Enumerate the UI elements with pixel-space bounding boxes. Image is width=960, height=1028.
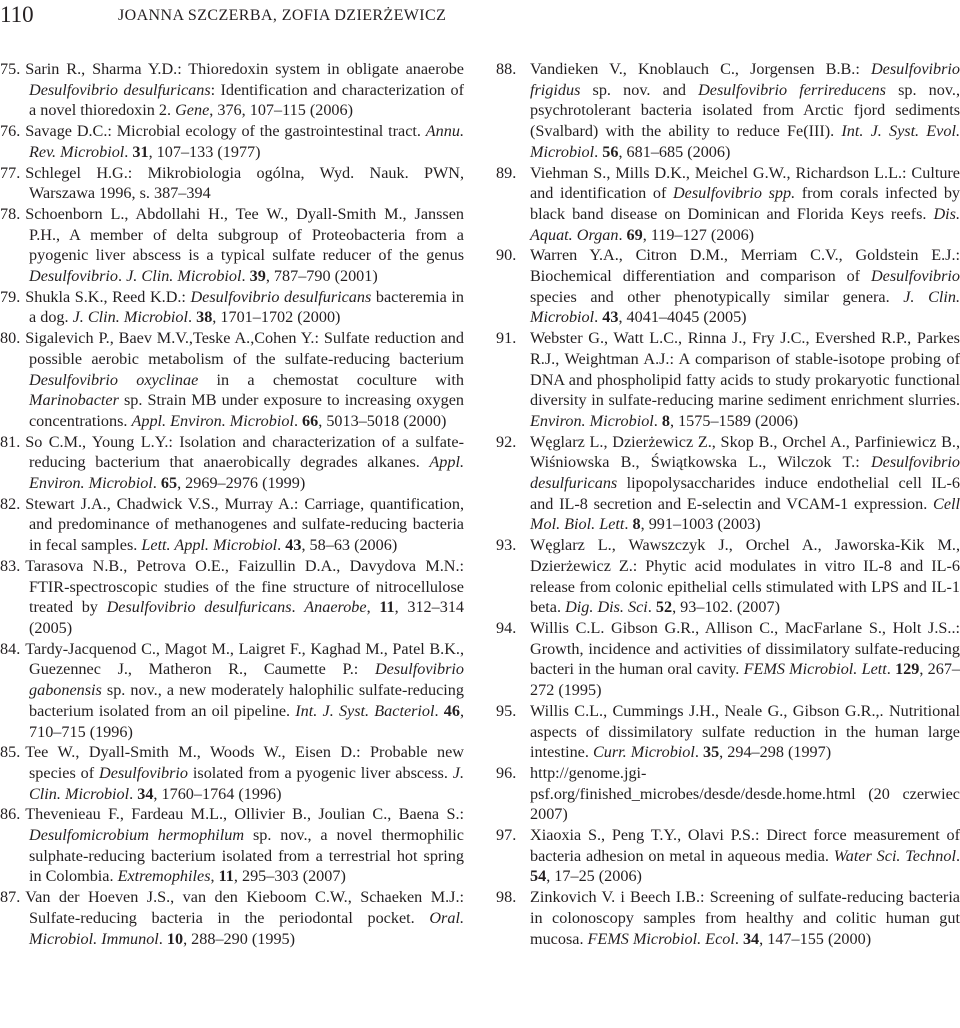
reference-segment: Shukla S.K., Reed K.D.: bbox=[25, 287, 191, 306]
reference-volume: 31 bbox=[132, 142, 149, 161]
reference-segment: , 710–715 (1996) bbox=[29, 701, 465, 741]
reference-segment: . bbox=[653, 411, 662, 430]
reference-text bbox=[530, 328, 960, 432]
reference-number: 89. bbox=[496, 163, 517, 182]
reference-italic-text: J. Clin. Microbiol bbox=[530, 287, 960, 327]
reference-volume: 8 bbox=[661, 411, 670, 430]
reference-segment: . bbox=[129, 784, 138, 803]
reference-number: 94. bbox=[496, 618, 517, 637]
reference-segment: Savage D.C.: Microbial ecology of the gastrointestinal tract. bbox=[25, 122, 426, 141]
reference-segment: Sigalevich P., Baev M.V.,Teske A.,Cohen Y.: Sulfate reduction and possible aerobic metabolism of the sulfate-reducing bacterium bbox=[25, 329, 464, 368]
running-head: JOANNA SZCZERBA, ZOFIA DZIERŻEWICZ bbox=[118, 7, 447, 24]
reference-volume: 11 bbox=[218, 867, 234, 886]
reference-segment: , 1575–1589 (2006) bbox=[669, 411, 799, 430]
reference-volume: 43 bbox=[602, 308, 619, 327]
reference-text bbox=[25, 164, 464, 203]
reference-text bbox=[25, 557, 464, 637]
reference-italic-text: Desulfovibrio bbox=[99, 763, 189, 782]
reference-italic-text: Desulfomicrobium hermophilum bbox=[29, 826, 245, 845]
reference-item bbox=[496, 245, 960, 328]
reference-segment: , 107–133 (1977) bbox=[148, 142, 261, 161]
reference-number: 84. bbox=[0, 639, 21, 658]
reference-segment: Stewart J.A., Chadwick V.S., Murray A.: Carriage, quantification, and predominance of methanogenes and sulfate-reducing bacteria in fecal samples. bbox=[25, 494, 464, 555]
reference-volume: 66 bbox=[302, 411, 319, 430]
reference-italic-text: Annu. Rev. Microbiol bbox=[29, 122, 464, 161]
reference-number: 80. bbox=[0, 329, 21, 348]
reference-segment: . bbox=[647, 598, 656, 617]
reference-item bbox=[0, 204, 464, 287]
reference-segment: , 991–1003 (2003) bbox=[640, 515, 761, 534]
reference-item bbox=[0, 163, 464, 204]
reference-item bbox=[0, 887, 464, 949]
reference-number: 86. bbox=[0, 805, 21, 824]
reference-segment: Willis C.L., Cummings J.H., Neale G., Gibson G.R.,. Nutritional aspects of dissimilatory sulfate reduction in the human large intestine. bbox=[530, 701, 960, 762]
reference-volume: 10 bbox=[166, 929, 184, 948]
reference-segment: . bbox=[594, 142, 603, 161]
reference-number: 96. bbox=[496, 763, 517, 782]
reference-segment: , 5013–5018 (2000) bbox=[318, 411, 447, 430]
reference-italic-text: Desulfovibrio bbox=[29, 267, 119, 286]
reference-text bbox=[530, 59, 960, 163]
reference-text bbox=[530, 535, 960, 618]
reference-segment: Viehman S., Mills D.K., Meichel G.W., Richardson L.L.: Culture and identification of bbox=[530, 163, 960, 203]
reference-item bbox=[496, 432, 960, 536]
reference-segment: sp. nov. and bbox=[580, 80, 699, 99]
reference-segment: , 58–63 (2006) bbox=[301, 536, 398, 555]
reference-segment: , 312–314 (2005) bbox=[29, 598, 465, 637]
reference-segment: Schoenborn L., Abdollahi H., Tee W., Dyall-Smith M., Janssen P.H., A member of delta subgroup of Proteobacteria from a pyogenic liver abscess is a typical sulfate reducer of the genus bbox=[25, 204, 464, 265]
reference-text bbox=[530, 245, 960, 328]
reference-number: 90. bbox=[496, 246, 517, 265]
reference-segment: http://genome.jgi-psf.org/finished_microbes/desde/desde.home.html (20 czerwiec 2007) bbox=[530, 763, 960, 824]
reference-text bbox=[530, 163, 960, 246]
reference-italic-text: Cell Mol. Biol. Lett bbox=[530, 494, 960, 534]
reference-segment: Thevenieau F., Fardeau M.L., Ollivier B., Joulian C., Baena S.: bbox=[25, 805, 464, 824]
reference-text bbox=[25, 743, 464, 802]
reference-number: 76. bbox=[0, 122, 21, 141]
reference-segment: . bbox=[291, 598, 305, 617]
references-left-column bbox=[0, 59, 464, 949]
reference-item bbox=[496, 887, 960, 949]
reference-segment: , 294–298 (1997) bbox=[719, 743, 832, 762]
reference-number: 98. bbox=[496, 888, 517, 907]
reference-text bbox=[25, 805, 464, 885]
reference-segment: sp. Strain MB under exposure to increasing oxygen concentrations. bbox=[29, 391, 464, 430]
reference-segment: sp. nov., psychrotolerant bacteria isolated from Arctic fjord sediments (Svalbard) with the ability to reduce Fe(III). bbox=[530, 80, 960, 141]
reference-segment: Webster G., Watt L.C., Rinna J., Fry J.C., Evershed R.P., Parkes R.J., Weightman A.J.: A comparison of stable-isotope probing of DNA and phospholipid fatty acids to study prokaryotic functional diversity in sulfate-reducing marine sediment enrichment slurries. bbox=[530, 329, 960, 410]
reference-text bbox=[530, 887, 960, 949]
reference-italic-text: FEMS Microbiol. Lett bbox=[743, 660, 887, 679]
reference-segment: , 1760–1764 (1996) bbox=[153, 784, 282, 803]
reference-number: 83. bbox=[0, 556, 21, 575]
reference-volume: 8 bbox=[632, 515, 641, 534]
reference-segment: species and other phenotypically similar genera. bbox=[530, 287, 904, 306]
reference-segment: Węglarz L., Dzierżewicz Z., Skop B., Orchel A., Parfiniewicz B., Wiśniowska B., Świątkowska L., Wilczok T.: bbox=[530, 432, 960, 472]
reference-segment: . bbox=[277, 536, 286, 555]
reference-text bbox=[25, 205, 464, 285]
reference-segment: from corals infected by black band disease on Dominican and Florida Keys reefs. bbox=[530, 184, 960, 223]
reference-segment: in a chemostat coculture with bbox=[198, 370, 464, 389]
reference-volume: 56 bbox=[602, 142, 619, 161]
reference-italic-text: Int. J. Syst. Evol. Microbiol bbox=[530, 122, 960, 161]
reference-number: 88. bbox=[496, 60, 517, 78]
reference-number: 91. bbox=[496, 329, 517, 348]
reference-italic-text: Desulfovibrio desulfuricans bbox=[106, 598, 292, 617]
reference-number: 97. bbox=[496, 826, 517, 845]
reference-item bbox=[496, 763, 960, 825]
reference-text bbox=[25, 433, 464, 492]
reference-segment: sp. nov., a new moderately halophilic sulfate-reducing bacterium isolated from an oil pipeline. bbox=[29, 681, 464, 720]
reference-volume: 129 bbox=[895, 660, 920, 679]
reference-number: 75. bbox=[0, 60, 21, 78]
reference-italic-text: Desulfovibrio bbox=[870, 267, 960, 286]
reference-segment: , bbox=[366, 598, 380, 617]
reference-italic-text: Desulfovibrio ferrireducens bbox=[698, 80, 886, 99]
reference-segment: . bbox=[694, 743, 703, 762]
reference-volume: 43 bbox=[285, 536, 302, 555]
reference-italic-text: Desulfovibrio desulfuricans bbox=[29, 80, 211, 99]
reference-italic-text: Gene bbox=[175, 101, 210, 120]
reference-segment: , 376, 107–115 (2006) bbox=[209, 101, 353, 120]
reference-italic-text: FEMS Microbiol. Ecol bbox=[587, 929, 735, 948]
reference-item bbox=[0, 494, 464, 556]
reference-volume: 34 bbox=[137, 784, 154, 803]
reference-italic-text: Water Sci. Technol bbox=[833, 846, 956, 865]
reference-number: 81. bbox=[0, 432, 21, 451]
reference-segment: lipopolysaccharides induce endothelial cell IL-6 and IL-8 secretion and E-selectin and VCAM-1 expression. bbox=[530, 474, 960, 513]
reference-italic-text: Desulfovibrio oxyclinae bbox=[29, 370, 199, 389]
reference-segment: , 267–272 (1995) bbox=[530, 660, 960, 700]
reference-volume: 54 bbox=[530, 867, 547, 886]
reference-item bbox=[0, 59, 464, 121]
reference-volume: 38 bbox=[196, 308, 213, 327]
reference-italic-text: Appl. Environ. Microbiol bbox=[131, 411, 294, 430]
reference-number: 92. bbox=[496, 432, 517, 451]
reference-italic-text: Appl. Environ. Microbiol bbox=[29, 453, 464, 493]
reference-italic-text: Dis. Aquat. Organ bbox=[530, 204, 960, 244]
reference-segment: , 147–155 (2000) bbox=[759, 929, 872, 948]
reference-segment: , 93–102. (2007) bbox=[672, 598, 780, 617]
reference-segment: Schlegel H.G.: Mikrobiologia ogólna, Wyd. Nauk. PWN, Warszawa 1996, s. 387–394 bbox=[25, 163, 464, 203]
reference-italic-text: Desulfovibrio desulfuricans bbox=[190, 287, 372, 306]
reference-volume: 11 bbox=[379, 598, 395, 617]
reference-segment: Tarasova N.B., Petrova O.E., Faizullin D.A., Davydova M.N.: FTIR-spectroscopic studies of the fine structure of nitrocellulose treated by bbox=[25, 556, 464, 617]
reference-italic-text: J. Clin. Microbiol bbox=[29, 763, 465, 803]
reference-segment: , 681–685 (2006) bbox=[618, 142, 731, 161]
reference-text bbox=[530, 618, 960, 701]
reference-segment: Sarin R., Sharma Y.D.: Thioredoxin system in obligate anaerobe bbox=[25, 60, 464, 78]
reference-italic-text: Marinobacter bbox=[29, 391, 119, 410]
reference-segment: isolated from a pyogenic liver abscess. bbox=[188, 763, 453, 782]
reference-text bbox=[530, 825, 960, 887]
reference-item bbox=[496, 163, 960, 246]
reference-text bbox=[25, 288, 464, 327]
reference-item bbox=[0, 432, 464, 494]
reference-segment: . bbox=[124, 142, 133, 161]
reference-volume: 34 bbox=[742, 929, 760, 948]
reference-segment: : Identification and characterization of a novel thioredoxin 2. bbox=[29, 80, 464, 120]
reference-text bbox=[530, 701, 960, 763]
reference-volume: 52 bbox=[655, 598, 673, 617]
reference-segment: , 288–290 (1995) bbox=[183, 929, 296, 948]
reference-segment: bacteremia in a dog. bbox=[29, 287, 464, 327]
reference-segment: sp. nov., a novel thermophilic sulphate-reducing bacterium isolated from a terrestrial hot spring in Colombia. bbox=[29, 826, 464, 886]
reference-volume: 35 bbox=[702, 743, 720, 762]
reference-text bbox=[25, 60, 464, 119]
reference-item bbox=[0, 556, 464, 639]
reference-text bbox=[25, 329, 464, 430]
reference-segment: , 1701–1702 (2000) bbox=[212, 308, 341, 327]
reference-italic-text: Environ. Microbiol bbox=[530, 411, 654, 430]
reference-italic-text: Curr. Microbiol bbox=[592, 743, 695, 762]
reference-item bbox=[0, 287, 464, 328]
reference-italic-text: Desulfovibrio gabonensis bbox=[29, 660, 464, 700]
reference-text bbox=[25, 122, 464, 161]
reference-segment: . bbox=[293, 411, 303, 430]
reference-number: 79. bbox=[0, 287, 21, 306]
reference-segment: , 2969–2976 (1999) bbox=[177, 474, 306, 493]
reference-volume: 46 bbox=[443, 701, 460, 720]
reference-item bbox=[496, 535, 960, 618]
reference-italic-text: Desulfovibrio desulfuricans bbox=[530, 453, 960, 493]
reference-text bbox=[25, 495, 464, 554]
reference-italic-text: Desulfovibrio frigidus bbox=[530, 60, 960, 99]
reference-item bbox=[0, 639, 464, 743]
reference-number: 95. bbox=[496, 701, 517, 720]
reference-segment: Willis C.L. Gibson G.R., Allison C., MacFarlane S., Holt J.S..: Growth, incidence and activities of dissimilatory sulfate-reducing bacteri in the human oral cavity. bbox=[530, 618, 960, 679]
reference-segment: Tee W., Dyall-Smith M., Woods W., Eisen D.: Probable new species of bbox=[25, 743, 464, 782]
reference-segment: So C.M., Young L.Y.: Isolation and characterization of a sulfate-reducing bacterium that anaerobically degrades alkanes. bbox=[25, 432, 464, 472]
reference-italic-text: J. Clin. Microbiol bbox=[72, 308, 189, 327]
reference-segment: , bbox=[210, 867, 219, 886]
reference-item bbox=[496, 618, 960, 701]
reference-segment: . bbox=[624, 515, 633, 534]
reference-segment: . bbox=[955, 846, 960, 865]
reference-segment: , 4041–4045 (2005) bbox=[618, 308, 747, 327]
page-number: 110 bbox=[0, 2, 34, 27]
reference-item bbox=[0, 804, 464, 887]
reference-segment: . bbox=[434, 701, 444, 720]
reference-italic-text: Dig. Dis. Sci bbox=[565, 598, 648, 617]
reference-italic-text: J. Clin. Microbiol bbox=[126, 267, 242, 286]
reference-item bbox=[496, 825, 960, 887]
reference-text bbox=[530, 763, 960, 825]
reference-segment: , 787–790 (2001) bbox=[265, 267, 378, 286]
reference-segment: , 119–127 (2006) bbox=[642, 225, 755, 244]
reference-item bbox=[496, 59, 960, 163]
reference-segment: . bbox=[594, 308, 603, 327]
reference-volume: 39 bbox=[249, 267, 266, 286]
reference-italic-text: Lett. Appl. Microbiol bbox=[141, 536, 278, 555]
reference-number: 82. bbox=[0, 494, 21, 513]
reference-text bbox=[530, 432, 960, 536]
reference-segment: . bbox=[886, 660, 896, 679]
reference-number: 87. bbox=[0, 888, 21, 907]
references-right-column bbox=[496, 59, 960, 949]
reference-text bbox=[25, 640, 464, 741]
reference-segment: Van der Hoeven J.S., van den Kieboom C.W., Schaeken M.J.: Sulfate-reducing bacteria in the periodontal pocket. bbox=[25, 888, 464, 927]
reference-segment: . bbox=[158, 929, 167, 948]
reference-number: 77. bbox=[0, 163, 21, 182]
reference-segment: Węglarz L., Wawszczyk J., Orchel A., Jaworska-Kik M., Dzierżewicz Z.: Phytic acid modulates in vitro IL-8 and IL-6 release from colonic epithelial cells stimulated with LPS and IL-1 beta. bbox=[530, 536, 960, 617]
reference-segment: , 17–25 (2006) bbox=[546, 867, 642, 886]
reference-italic-text: Oral. Microbiol. Immunol bbox=[29, 908, 464, 948]
reference-italic-text: Int. J. Syst. Bacteriol bbox=[295, 701, 435, 720]
reference-segment: . bbox=[152, 474, 161, 493]
reference-segment: , 295–303 (2007) bbox=[233, 867, 346, 886]
reference-volume: 65 bbox=[160, 474, 178, 493]
reference-segment: . bbox=[118, 267, 127, 286]
reference-segment: Xiaoxia S., Peng T.Y., Olavi P.S.: Direct force measurement of bacteria adhesion on metal in aqueous media. bbox=[530, 826, 960, 865]
reference-italic-text: Anaerobe bbox=[304, 598, 367, 617]
reference-segment: . bbox=[734, 929, 743, 948]
reference-italic-text: Desulfovibrio spp. bbox=[672, 184, 796, 203]
reference-volume: 69 bbox=[626, 225, 643, 244]
reference-segment: . bbox=[618, 225, 627, 244]
reference-number: 93. bbox=[496, 536, 517, 555]
reference-number: 85. bbox=[0, 743, 21, 762]
reference-segment: Warren Y.A., Citron D.M., Merriam C.V., Goldstein E.J.: Biochemical differentiation and comparison of bbox=[530, 246, 960, 286]
reference-italic-text: Extremophiles bbox=[117, 867, 211, 886]
reference-number: 78. bbox=[0, 204, 21, 223]
reference-segment: . bbox=[188, 308, 197, 327]
reference-item bbox=[496, 328, 960, 432]
reference-segment: Vandieken V., Knoblauch C., Jorgensen B.B.: bbox=[530, 60, 871, 78]
reference-text bbox=[25, 888, 464, 947]
reference-segment: Tardy-Jacquenod C., Magot M., Laigret F., Kaghad M., Patel B.K., Guezennec J., Matheron R., Caumette P.: bbox=[25, 639, 464, 679]
reference-segment: . bbox=[241, 267, 250, 286]
reference-item bbox=[0, 328, 464, 432]
reference-segment: Zinkovich V. i Beech I.B.: Screening of sulfate-reducing bacteria in colonoscopy samples from healthy and colitic human gut mucosa. bbox=[530, 888, 960, 948]
reference-item bbox=[0, 742, 464, 804]
reference-item bbox=[0, 121, 464, 162]
reference-item bbox=[496, 701, 960, 763]
